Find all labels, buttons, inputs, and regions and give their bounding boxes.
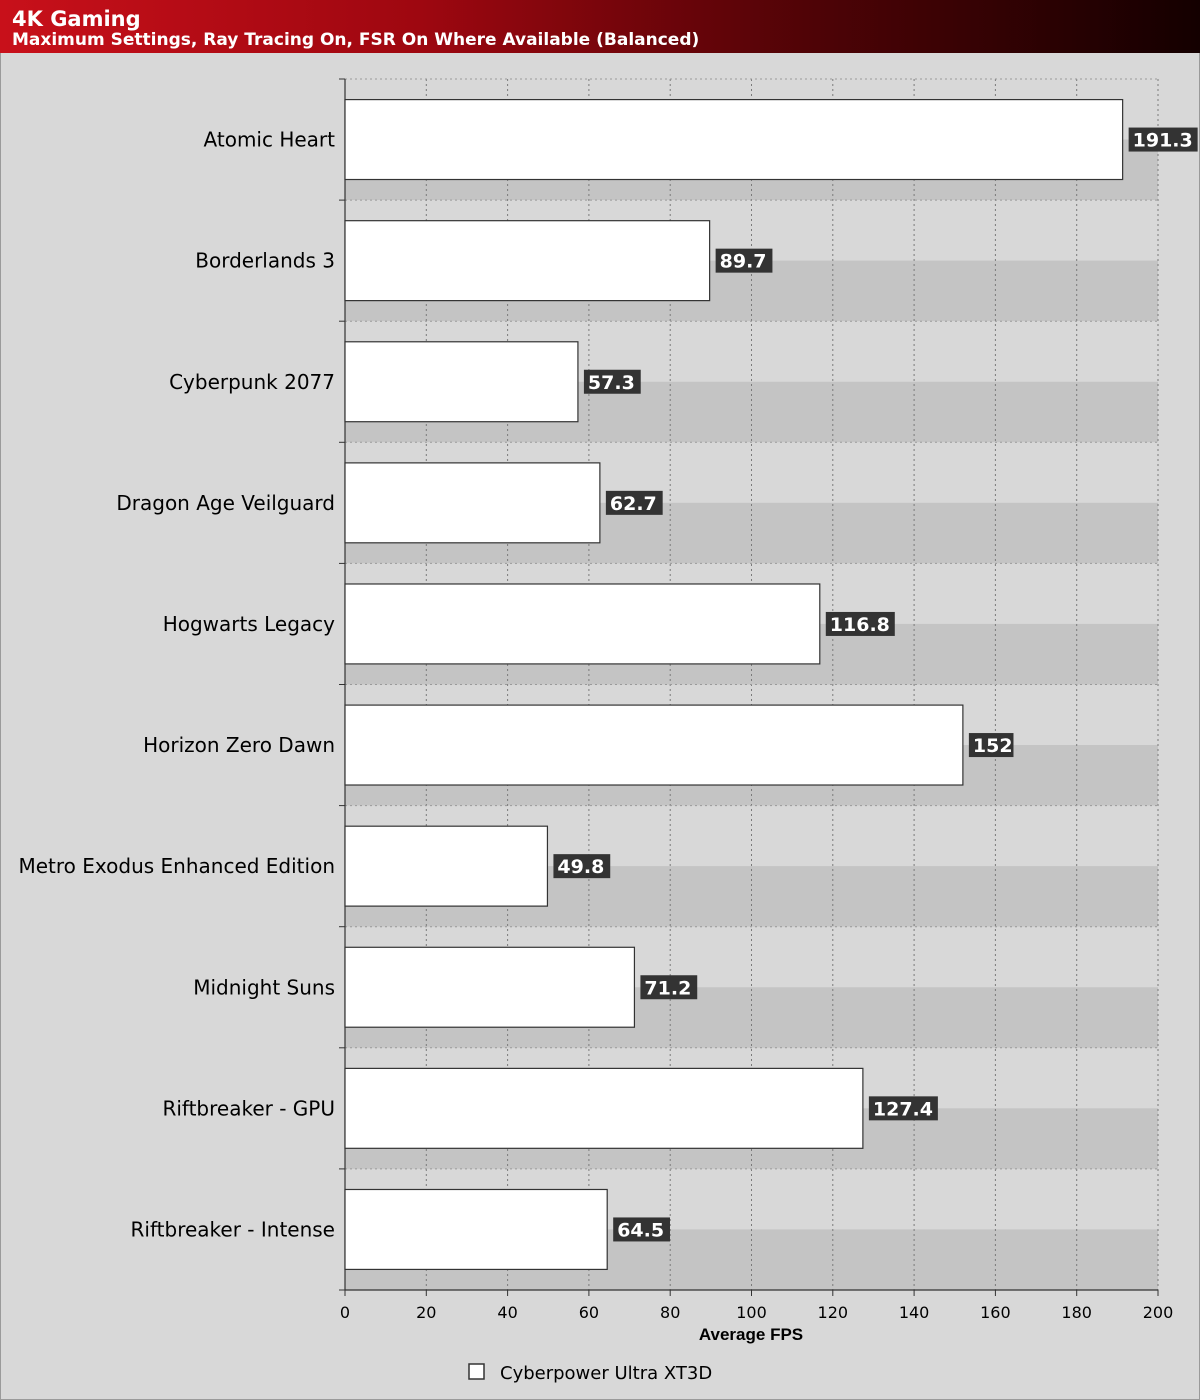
bar (345, 826, 547, 906)
category-label: Midnight Suns (193, 975, 335, 1000)
x-tick-label: 20 (416, 1303, 437, 1322)
bar (345, 705, 963, 785)
bar (345, 1189, 607, 1269)
x-tick-label: 180 (1061, 1303, 1092, 1322)
data-label: 64.5 (617, 1219, 665, 1242)
x-tick-label: 120 (817, 1303, 849, 1322)
category-label: Dragon Age Veilguard (116, 490, 335, 515)
bar (345, 947, 634, 1027)
bar (345, 463, 600, 543)
bar (345, 221, 710, 301)
data-label: 116.8 (829, 613, 890, 636)
x-tick-label: 80 (660, 1303, 681, 1322)
x-tick-label: 140 (898, 1303, 930, 1322)
x-tick-label: 60 (578, 1303, 600, 1322)
data-label: 62.7 (609, 492, 657, 515)
data-label: 49.8 (557, 856, 605, 879)
chart-subtitle: Maximum Settings, Ray Tracing On, FSR On Where Available (Balanced) (12, 30, 700, 50)
x-tick-label: 40 (497, 1303, 518, 1322)
x-tick-labels (340, 1303, 1173, 1322)
legend (469, 1363, 712, 1384)
category-label: Riftbreaker - Intense (130, 1217, 335, 1242)
x-tick-label: 0 (339, 1303, 351, 1322)
bar (345, 1068, 863, 1148)
bar (345, 342, 578, 422)
category-label: Hogwarts Legacy (162, 611, 335, 636)
bar (345, 584, 820, 664)
x-axis-title: Average FPS (698, 1325, 804, 1344)
x-tick-label: 200 (1142, 1303, 1174, 1322)
category-label: Cyberpunk 2077 (169, 369, 335, 394)
category-label: Metro Exodus Enhanced Edition (18, 854, 335, 879)
x-tick-label: 100 (736, 1303, 767, 1322)
category-labels (19, 128, 336, 1242)
category-label: Borderlands 3 (195, 248, 335, 273)
data-label: 57.3 (587, 371, 635, 394)
category-label: Atomic Heart (203, 127, 335, 152)
data-label: 191.3 (1132, 129, 1193, 152)
data-label: 89.7 (719, 250, 767, 273)
data-label: 127.4 (872, 1098, 933, 1121)
bar (345, 100, 1123, 180)
chart-title: 4K Gaming (12, 7, 141, 31)
x-tick-label: 160 (980, 1303, 1011, 1322)
legend-label: Cyberpower Ultra XT3D (500, 1363, 713, 1384)
data-label: 152 (972, 735, 1013, 758)
category-label: Horizon Zero Dawn (143, 733, 335, 758)
data-label: 71.2 (644, 977, 692, 1000)
legend-swatch (469, 1364, 484, 1379)
category-label: Riftbreaker - GPU (162, 1096, 335, 1121)
